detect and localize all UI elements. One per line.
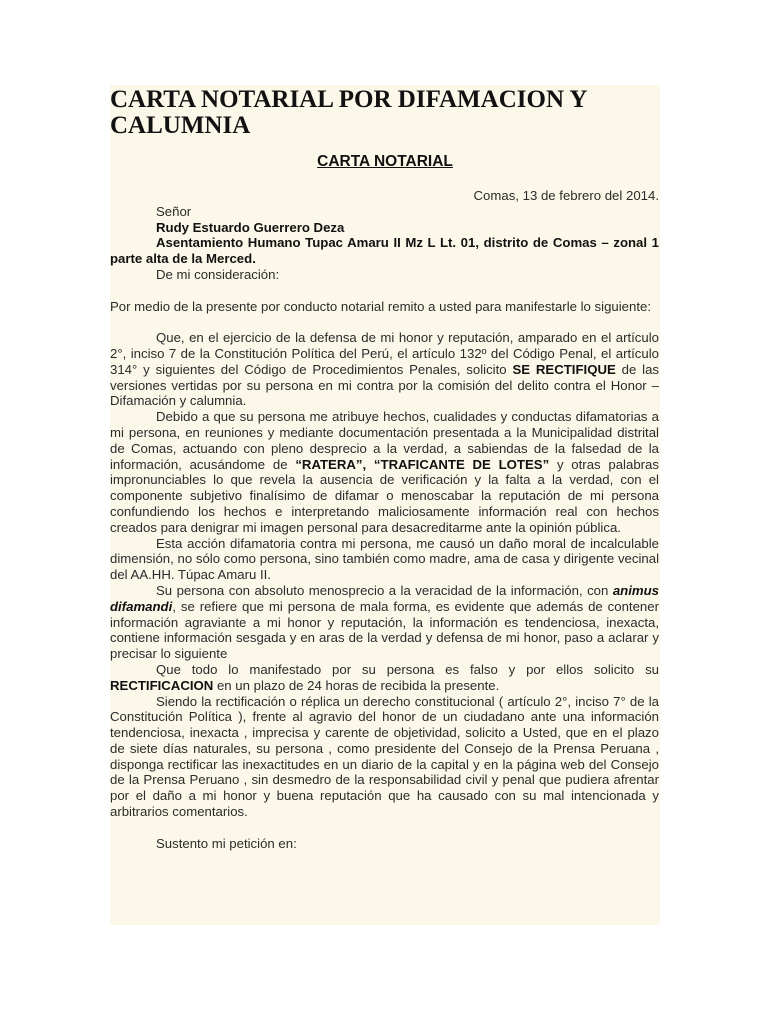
accusation-emphasis: “RATERA”, “TRAFICANTE DE LOTES” (295, 456, 550, 472)
closing-line: Sustento mi petición en: (156, 835, 297, 851)
document-page (110, 85, 660, 925)
paragraph-1 (110, 330, 659, 409)
spacer (110, 283, 659, 299)
rectificacion-emphasis: RECTIFICACION (110, 677, 214, 693)
paragraph-5 (110, 662, 659, 694)
date-line: Comas, 13 de febrero del 2014. (473, 188, 659, 203)
salutation: Señor (156, 203, 192, 219)
paragraph-3: Esta acción difamatoria contra mi persona, me causó un daño moral de incalculable dimensión, no sólo como persona, sino también como madre, ama de casa y dirigente vecinal del AA.HH. Túpac Amaru II. (110, 535, 659, 583)
paragraph-5-text-a: Que todo lo manifestado por su persona es falso y por ellos solicito su (156, 661, 659, 677)
animus-difamandi-emphasis: animus difamandi (110, 582, 659, 614)
paragraph-4-text-c: , se refiere que mi persona de mala forma, es evidente que además de contener información agraviante a mi honor y reputación, la información es tendenciosa, inexacta, contiene información sesgada y en aras de la verdad y defensa de mi honor, paso a aclarar y precisar lo siguiente (110, 598, 659, 662)
paragraph-2-text-c: y otras palabras impronunciables lo que revela la ausencia de verificación y la falta a la verdad, con el componente subjetivo finalísimo de difamar o menoscabar la reputación de mi persona confundiendo los hechos e interpretando maliciosamente información real con hechos creados para denigrar mi imagen personal para desacreditarme ante la opinión pública. (110, 456, 659, 535)
recipient-address: Asentamiento Humano Tupac Amaru II Mz L Lt. 01, distrito de Comas – zonal 1 parte alta de la Merced. (110, 235, 659, 267)
paragraph-4-text-a: Su persona con absoluto menosprecio a la veracidad de la información, con (156, 582, 613, 598)
intro-paragraph: Por medio de la presente por conducto notarial remito a usted para manifestarle lo siguiente: (110, 298, 651, 314)
paragraph-5-text-c: en un plazo de 24 horas de recibida la presente. (213, 677, 500, 693)
paragraph-6: Siendo la rectificación o réplica un derecho constitucional ( artículo 2°, inciso 7° de la Constitución Política ), frente al agravio del honor de un ciudadano ante una información tendenciosa, inexacta , imprecisa y carente de objetividad, solicito a Usted, que en el plazo de siete días naturales, su persona , como presidente del Consejo de la Prensa Peruana , disponga rectificar las inexactitudes en un diario de la capital y en la página web del Consejo de la Prensa Peruano , sin desmedro de la responsabilidad civil y penal que pudiera afrentar por el daño a mi honor y buena reputación que ha causado con su mal intencionada y arbitrarios comentarios. (110, 693, 659, 820)
greeting: De mi consideración: (156, 266, 280, 282)
paragraph-1-text-a: Que, en el ejercicio de la defensa de mi honor y reputación, amparado en el artículo 2°, inciso 7 de la Constitución Política del Perú, el artículo 132º del Código Penal, el artículo 314° y siguientes del Código de Procedimientos Penales, solicito (110, 330, 659, 377)
paragraph-1-text-c: de las versiones vertidas por su persona en mi contra por la comisión del delito contra el Honor –Difamación y calumnia. (110, 361, 660, 409)
letter-body (110, 188, 659, 851)
recipient-name: Rudy Estuardo Guerrero Deza (156, 219, 345, 235)
letter-heading: CARTA NOTARIAL (317, 153, 453, 170)
paragraph-2 (110, 409, 659, 535)
paragraph-2-text-a: Debido a que su persona me atribuye hechos, cualidades y conductas difamatorias a mi persona, en reuniones y mediante documentación presentada a la Municipalidad distrital de Comas, actuando con pleno desprecio a la verdad, a sabiendas de la falsedad de la información, acusándome de (110, 409, 659, 472)
paragraph-4 (110, 583, 659, 662)
se-rectifique-emphasis: SE RECTIFIQUE (512, 361, 616, 377)
spacer (110, 820, 659, 836)
document-title: CARTA NOTARIAL POR DIFAMACION Y CALUMNIA (110, 86, 587, 139)
spacer (110, 314, 659, 330)
